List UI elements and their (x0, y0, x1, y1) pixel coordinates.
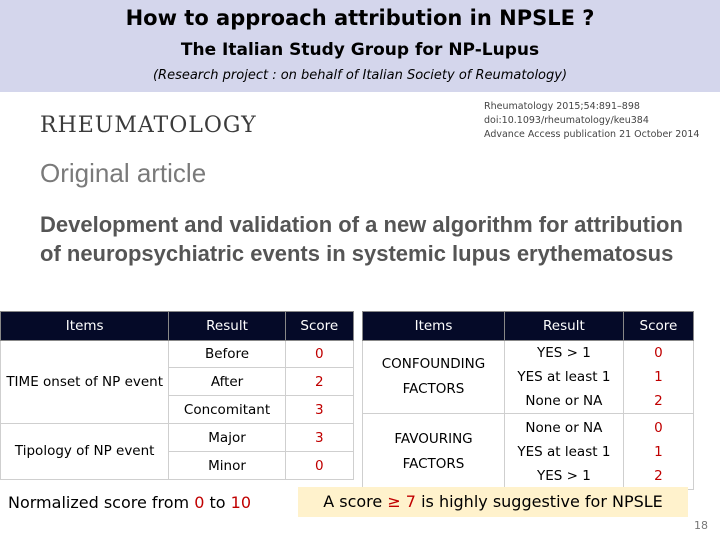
article-type: Original article (40, 158, 207, 188)
normalized-prefix: Normalized score from (8, 493, 195, 512)
threshold-prefix: A score (323, 492, 388, 511)
access-date: Advance Access publication 21 October 2014 (484, 129, 700, 140)
result-cell: Before (169, 341, 285, 368)
header-result: Result (504, 312, 623, 341)
score-cell: 3 (285, 424, 353, 452)
result-cell: After (169, 368, 285, 396)
header-items: Items (363, 312, 505, 341)
score-line: 2 (654, 467, 663, 484)
result-line: None or NA (525, 419, 603, 436)
slide-note: (Research project : on behalf of Italian Society of Reumatology) (152, 68, 568, 83)
normalized-min: 0 (194, 493, 205, 512)
doi: doi:10.1093/rheumatology/keu384 (484, 115, 649, 126)
page-number: 18 (694, 519, 708, 532)
result-line: YES > 1 (536, 467, 591, 484)
article-title: Development and validation of a new algorithm for attribution of neuropsychiatric events in systemic lupus erythematosus (40, 212, 683, 266)
score-cell: 3 (285, 396, 353, 424)
threshold-value: ≥ 7 (387, 492, 416, 511)
result-cell: Minor (169, 452, 285, 480)
header-score: Score (285, 312, 353, 341)
slide-header (0, 0, 720, 92)
journal-name: RHEUMATOLOGY (40, 113, 257, 138)
header-score: Score (623, 312, 693, 341)
results-confounding (504, 341, 623, 414)
scores-confounding (623, 341, 693, 414)
header-items: Items (1, 312, 169, 341)
score-cell: 0 (285, 341, 353, 368)
slide-subtitle: The Italian Study Group for NP-Lupus (180, 40, 540, 60)
result-line: YES at least 1 (517, 369, 611, 385)
header-result: Result (169, 312, 285, 341)
normalized-max: 10 (230, 493, 251, 512)
normalized-to: to (204, 493, 231, 512)
right-score-table (362, 311, 694, 490)
score-line: 0 (654, 345, 663, 361)
score-line: 0 (654, 419, 663, 436)
score-line: 1 (654, 443, 663, 460)
threshold-note (298, 487, 688, 517)
item-time-onset: TIME onset of NP event (1, 341, 169, 424)
results-favouring (504, 414, 623, 490)
left-score-table (0, 311, 354, 480)
item-tipology: Tipology of NP event (1, 424, 169, 480)
score-line: 2 (654, 393, 663, 409)
citation: Rheumatology 2015;54:891–898 (484, 101, 640, 112)
threshold-suffix: is highly suggestive for NPSLE (415, 492, 663, 511)
result-line: None or NA (525, 393, 603, 409)
normalized-score-note (8, 493, 251, 512)
result-line: YES at least 1 (517, 443, 611, 460)
result-line: YES > 1 (536, 345, 591, 361)
score-line: 1 (654, 369, 663, 385)
score-cell: 0 (285, 452, 353, 480)
item-favouring: FAVOURING FACTORS (363, 414, 505, 490)
scores-favouring (623, 414, 693, 490)
result-cell: Major (169, 424, 285, 452)
score-cell: 2 (285, 368, 353, 396)
result-cell: Concomitant (169, 396, 285, 424)
article-meta (484, 100, 704, 142)
item-confounding: CONFOUNDING FACTORS (363, 341, 505, 414)
slide-title: How to approach attribution in NPSLE ? (125, 6, 595, 30)
